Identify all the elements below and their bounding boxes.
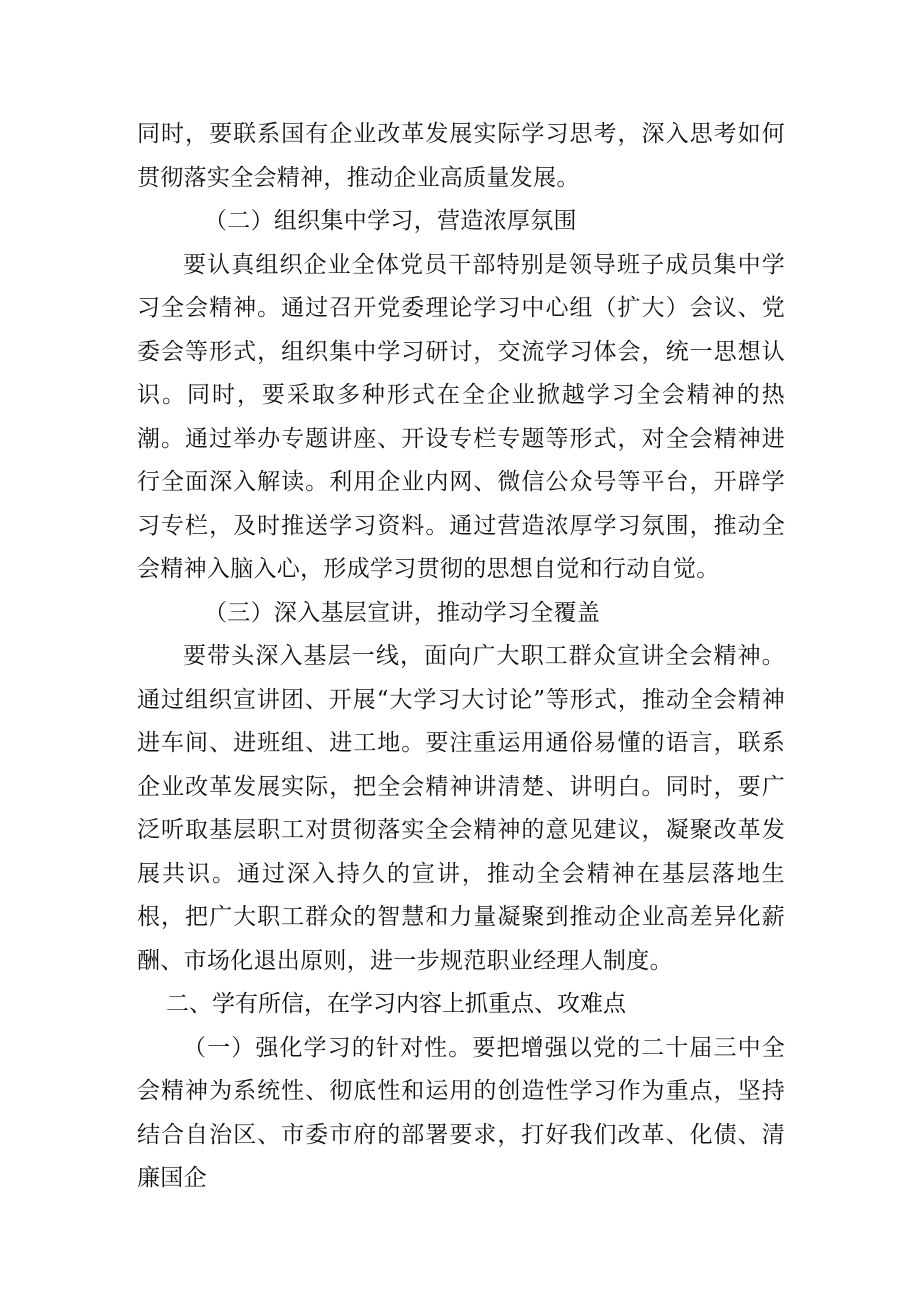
section-heading-two: 二、学有所信，在学习内容上抓重点、攻难点 [166,991,626,1017]
paragraph-targeted-learning: （一）强化学习的针对性。要把增强以党的二十届三中全会精神为系统性、彻底性和运用的创造性学习作为重点，坚持结合自治区、市委市府的部署要求，打好我们改革、化债、清廉国企 [137,1034,785,1191]
document-body [137,113,785,1201]
subheading-grassroots: （三）深入基层宣讲，推动学习全覆盖 [204,599,601,626]
paragraph-organize-study: 要认真组织企业全体党员干部特别是领导班子成员集中学习全会精神。通过召开党委理论学习中心组（扩大）会议、党委会等形式，组织集中学习研讨，交流学习体会，统一思想认识。同时，要采取多种形式在全企业掀越学习全会精神的热潮。通过举办专题讲座、开设专栏专题等形式，对全会精神进行全面深入解读。利用企业内网、微信公众号等平台，开辟学习专栏，及时推送学习资料。通过营造浓厚学习氛围，推动全会精神入脑入心，形成学习贯彻的思想自觉和行动自觉。 [137,251,785,582]
paragraph-grassroots: 要带头深入基层一线，面向广大职工群众宣讲全会精神。通过组织宣讲团、开展“大学习大讨论”等形式，推动全会精神进车间、进班组、进工地。要注重运用通俗易懂的语言，联系企业改革发展实际，把全会精神讲清楚、讲明白。同时，要广泛听取基层职工对贯彻落实全会精神的意见建议，凝聚改革发展共识。通过深入持久的宣讲，推动全会精神在基层落地生根，把广大职工群众的智慧和力量凝聚到推动企业高差异化薪酬、市场化退出原则，进一步规范职业经理人制度。 [137,643,785,974]
subheading-organize-study: （二）组织集中学习，营造浓厚氛围 [204,208,577,234]
paragraph-continuation: 同时，要联系国有企业改革发展实际学习思考，深入思考如何贯彻落实全会精神，推动企业高质量发展。 [137,121,785,191]
